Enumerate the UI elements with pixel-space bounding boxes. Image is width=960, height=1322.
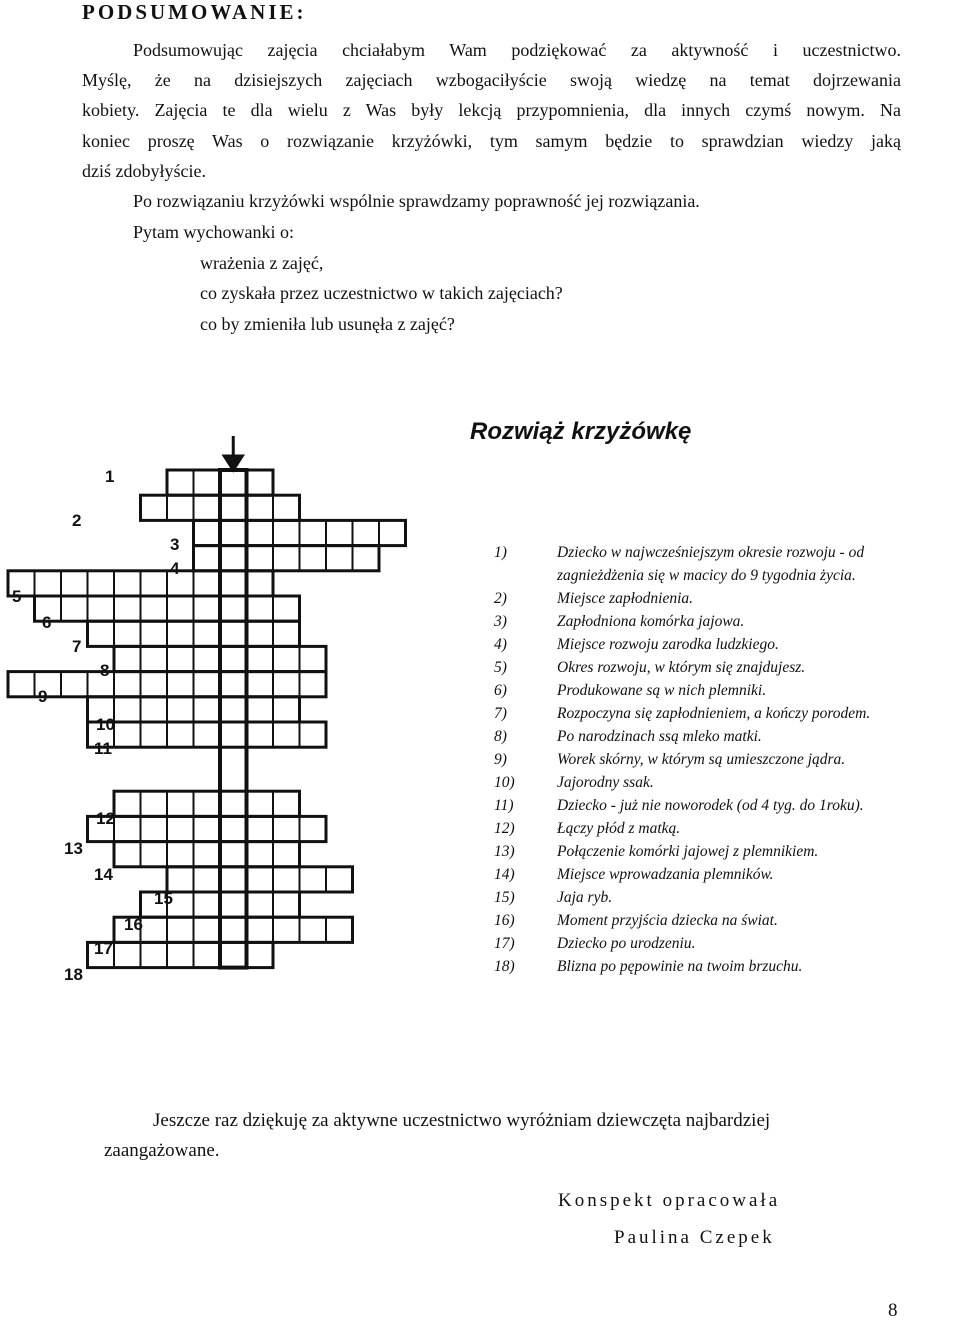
clue-number: 16)	[494, 912, 515, 929]
crossword-number: 6	[42, 613, 52, 632]
clue-number: 2)	[494, 590, 507, 607]
clue-number: 9)	[494, 751, 507, 768]
page-number: 8	[888, 1300, 898, 1321]
question-1: wrażenia z zajęć,	[200, 253, 324, 273]
closing-line-2: zaangażowane.	[104, 1140, 220, 1161]
intro-line-2: Myślę, że na dzisiejszych zajęciach wzbogaciłyście swoją wiedzę na temat dojrzewania	[82, 70, 901, 90]
clue-text: Rozpoczyna się zapłodnieniem, a kończy porodem.	[557, 705, 871, 722]
page-heading: PODSUMOWANIE:	[82, 0, 307, 24]
crossword-number: 8	[100, 661, 110, 680]
clue-text-continued: zagnieżdżenia się w macicy do 9 tygodnia życia.	[557, 567, 856, 584]
crossword-row	[114, 842, 300, 867]
clue-number: 14)	[494, 866, 515, 883]
intro-line-3: kobiety. Zajęcia te dla wielu z Was były lekcją przypomnienia, dla innych czymś nowym. Na	[82, 100, 901, 120]
clue-text: Jaja ryb.	[557, 889, 613, 906]
crossword-number: 12	[96, 809, 115, 828]
crossword-number: 15	[154, 889, 173, 908]
crossword-number: 3	[170, 535, 180, 554]
clue-text: Moment przyjścia dziecka na świat.	[557, 912, 778, 929]
crossword-number: 5	[12, 587, 22, 606]
crossword-number: 14	[94, 865, 113, 884]
clue-text: Łączy płód z matką.	[557, 820, 681, 837]
intro-line-1: Podsumowując zajęcia chciałabym Wam podziękować za aktywność i uczestnictwo.	[133, 40, 901, 60]
crossword-number: 4	[170, 559, 180, 578]
clue-text: Po narodzinach ssą mleko matki.	[557, 728, 762, 745]
clue-number: 18)	[494, 958, 515, 975]
clue-text: Dziecko po urodzeniu.	[557, 935, 696, 952]
clue-text: Okres rozwoju, w którym się znajdujesz.	[557, 659, 806, 676]
crossword-row	[88, 816, 327, 841]
crossword-number: 9	[38, 687, 48, 706]
check-line: Po rozwiązaniu krzyżówki wspólnie sprawdzamy poprawność jej rozwiązania.	[133, 191, 700, 211]
clue-number: 1)	[494, 544, 507, 561]
clue-number: 10)	[494, 774, 515, 791]
clue-text: Blizna po pępowinie na twoim brzuchu.	[557, 958, 803, 975]
crossword-number: 1	[105, 467, 115, 486]
intro-line-4: koniec proszę Was o rozwiązanie krzyżówki, tym samym będzie to sprawdzian wiedzy jaką	[82, 131, 901, 151]
clue-text: Miejsce zapłodnienia.	[557, 590, 694, 607]
clue-text: Zapłodniona komórka jajowa.	[557, 613, 745, 630]
signature-line-2: Paulina Czepek	[614, 1227, 775, 1248]
clue-text: Dziecko w najwcześniejszym okresie rozwoju - od	[557, 544, 865, 561]
clue-number: 15)	[494, 889, 515, 906]
crossword-row	[114, 917, 353, 942]
crossword-number: 10	[96, 715, 115, 734]
clue-number: 11)	[494, 797, 514, 814]
crossword-grid	[0, 430, 470, 1000]
clue-number: 6)	[494, 682, 507, 699]
clue-text: Miejsce rozwoju zarodka ludzkiego.	[557, 636, 779, 653]
question-3: co by zmieniła lub usunęła z zajęć?	[200, 314, 455, 334]
ask-line: Pytam wychowanki o:	[133, 222, 294, 242]
arrow-head-icon	[224, 456, 242, 470]
crossword-title: Rozwiąż krzyżówkę	[470, 418, 692, 445]
clue-number: 5)	[494, 659, 507, 676]
crossword-row	[114, 791, 300, 816]
question-2: co zyskała przez uczestnictwo w takich zajęciach?	[200, 283, 563, 303]
clue-number: 8)	[494, 728, 507, 745]
closing-line-1: Jeszcze raz dziękuję za aktywne uczestnictwo wyróżniam dziewczęta najbardziej	[153, 1110, 771, 1131]
crossword-number: 18	[64, 965, 83, 984]
clue-text: Produkowane są w nich plemniki.	[557, 682, 767, 699]
clue-number: 3)	[494, 613, 507, 630]
clue-number: 12)	[494, 820, 515, 837]
intro-line-5: dziś zdobyłyście.	[82, 161, 206, 181]
clue-number: 13)	[494, 843, 515, 860]
crossword-number: 7	[72, 637, 82, 656]
crossword-row	[167, 867, 353, 892]
crossword-number: 13	[64, 839, 83, 858]
clue-number: 4)	[494, 636, 507, 653]
clue-text: Połączenie komórki jajowej z plemnikiem.	[557, 843, 819, 860]
clue-text: Worek skórny, w którym są umieszczone jądra.	[557, 751, 846, 768]
crossword-number: 17	[94, 939, 113, 958]
signature-line-1: Konspekt opracowała	[558, 1190, 781, 1211]
crossword-number: 11	[94, 739, 112, 758]
crossword-row	[88, 722, 327, 747]
clue-text: Jajorodny ssak.	[557, 774, 654, 791]
clue-number: 7)	[494, 705, 507, 722]
clue-text: Dziecko - już nie noworodek (od 4 tyg. do 1roku).	[557, 797, 864, 814]
crossword-number: 2	[72, 511, 82, 530]
clue-text: Miejsce wprowadzania plemników.	[557, 866, 774, 883]
crossword-number: 16	[124, 915, 143, 934]
clue-number: 17)	[494, 935, 515, 952]
